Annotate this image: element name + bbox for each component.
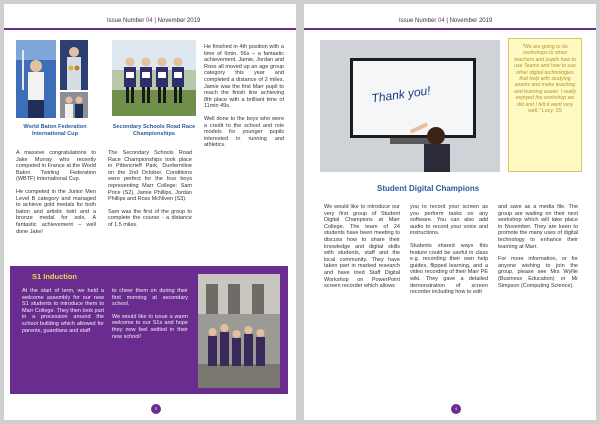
baton-article-column [16, 150, 96, 241]
page-number-left: 3 [151, 404, 161, 414]
s1-induction-column-2 [112, 288, 188, 346]
baton-paragraph-1: A massive congratulations to Jake Murray who recently competed in France at the World Baton Twirling Federation (WBTF) International Cup. [16, 150, 96, 183]
baton-photo-medals [60, 40, 88, 90]
digital-column-1 [324, 204, 400, 296]
digital-column-3 [498, 204, 578, 295]
relay-team-photo [112, 40, 196, 116]
caption-baton: World Baton Federation International Cup [23, 124, 87, 137]
issue-number-right: 04 [438, 18, 445, 24]
relay-article-column-1 [108, 150, 192, 235]
issue-label: Issue Number [107, 18, 147, 24]
s1-induction-paragraph-3: We would like to issue a warm welcome to our S1s and hope they now feel settled in their new school! [112, 313, 188, 340]
relay-paragraph-4: Well done to the boys who were a credit to the school and role models for younger pupils interested in running and athletics. [204, 115, 284, 149]
s1-induction-box [10, 266, 288, 394]
digital-paragraph-1: We would like to introduce our very first group of Student Digital Champions at Marr College. The team of 24 students have been meeting to discuss how to share their knowledge and digital skills with students, staff and the local community. They have taken part in marked research and have tried Staff Digital Workshop on PowerPoint screen recorder which allows [324, 204, 400, 290]
page-number-right: 4 [451, 404, 461, 414]
relay-article-column-2 [204, 44, 284, 155]
relay-paragraph-3: He finished in 4th position with a time of 6min. 56s – a fantastic achievement. Jamie, Jordan and Ross all moved up an age group category this year and completed a distance of 2 miles. Jamie was the first Marr pupil to reach the finish line achieving 8th place with a brilliant time of 11min 49s. [204, 44, 284, 110]
right-page [304, 4, 596, 420]
digital-champions-title: Student Digital Champions [377, 184, 480, 193]
left-page [4, 4, 296, 420]
issue-header-right [399, 18, 492, 24]
header-rule [4, 28, 296, 30]
relay-paragraph-2: Sam was the first of the group to complete the course - a distance of 1.5 miles. [108, 208, 192, 228]
s1-induction-paragraph-1: At the start of term, we held a welcome assembly for our new S1 students to introduce them to Marr College. They then took part in a procession around the school building which allowed for parents, guardians and staff [22, 288, 104, 334]
header-rule-right [304, 28, 596, 30]
issue-header [107, 18, 200, 24]
issue-label-right: Issue Number [399, 18, 439, 24]
digital-paragraph-2: you to record your screen as you perform tasks on any software. You can also add audio to record your voice and instructions. [410, 204, 488, 237]
relay-paragraph-1: The Secondary Schools Road Race Championships took place in Pittencrieff Park, Dunfermline on the 2nd October. Conditions were perfect for the four boys representing Marr College: Sam Price (S2), Jamie Phillips, Jordan Phillips and Ross McNiven (S3). [108, 150, 192, 203]
digital-column-2 [410, 204, 488, 302]
s1-procession-photo [198, 274, 280, 388]
digital-paragraph-4: and save as a media file. The group are waiting on their next workshop which will take place in November. They are keen to promote the many uses of digital technology to enhance their learning at Marr. [498, 204, 578, 250]
s1-induction-title: S1 Induction [32, 272, 77, 281]
issue-number: 04 [146, 18, 153, 24]
student-quote-box: "We are going to do workshops to show teachers and pupils how to use Teams and how to use other digital technologies that help with studying exams and make teaching and learning easier. I really enjoyed the workshop we did and I felt it went very well." Lucy, S5 [508, 38, 582, 172]
issue-date-right: | November 2019 [444, 18, 493, 24]
baton-photo-main [16, 40, 56, 118]
baton-photo-family [60, 92, 88, 118]
issue-date: | November 2019 [152, 18, 201, 24]
whiteboard-handwriting: Thank you! [370, 83, 432, 106]
digital-paragraph-3: Students shared ways this feature could be useful in class e.g. recording their own help guides, flipped learning, and a video recording of their Marr PE wiki. They gave a detailed demonstration of screen recorder including how to edit [410, 242, 488, 296]
whiteboard-photo [320, 40, 500, 172]
digital-paragraph-5: For more information, or for anyone wishing to join the group, please see Mrs Wyllie (Business Education) or Mr Simpson (Computing Science). [498, 256, 578, 289]
baton-paragraph-2: He competed in the Junior Men Level B category and managed to achieve gold medals for both baton and artistic twirl and a bronze medal for solo. A fantastic achievement – well done Jake! [16, 188, 96, 235]
s1-induction-column-1 [22, 288, 104, 340]
caption-relay: Secondary Schools Road Race Championships [112, 124, 196, 137]
s1-induction-paragraph-2: to cheer them on during their first morning at secondary school. [112, 288, 188, 308]
